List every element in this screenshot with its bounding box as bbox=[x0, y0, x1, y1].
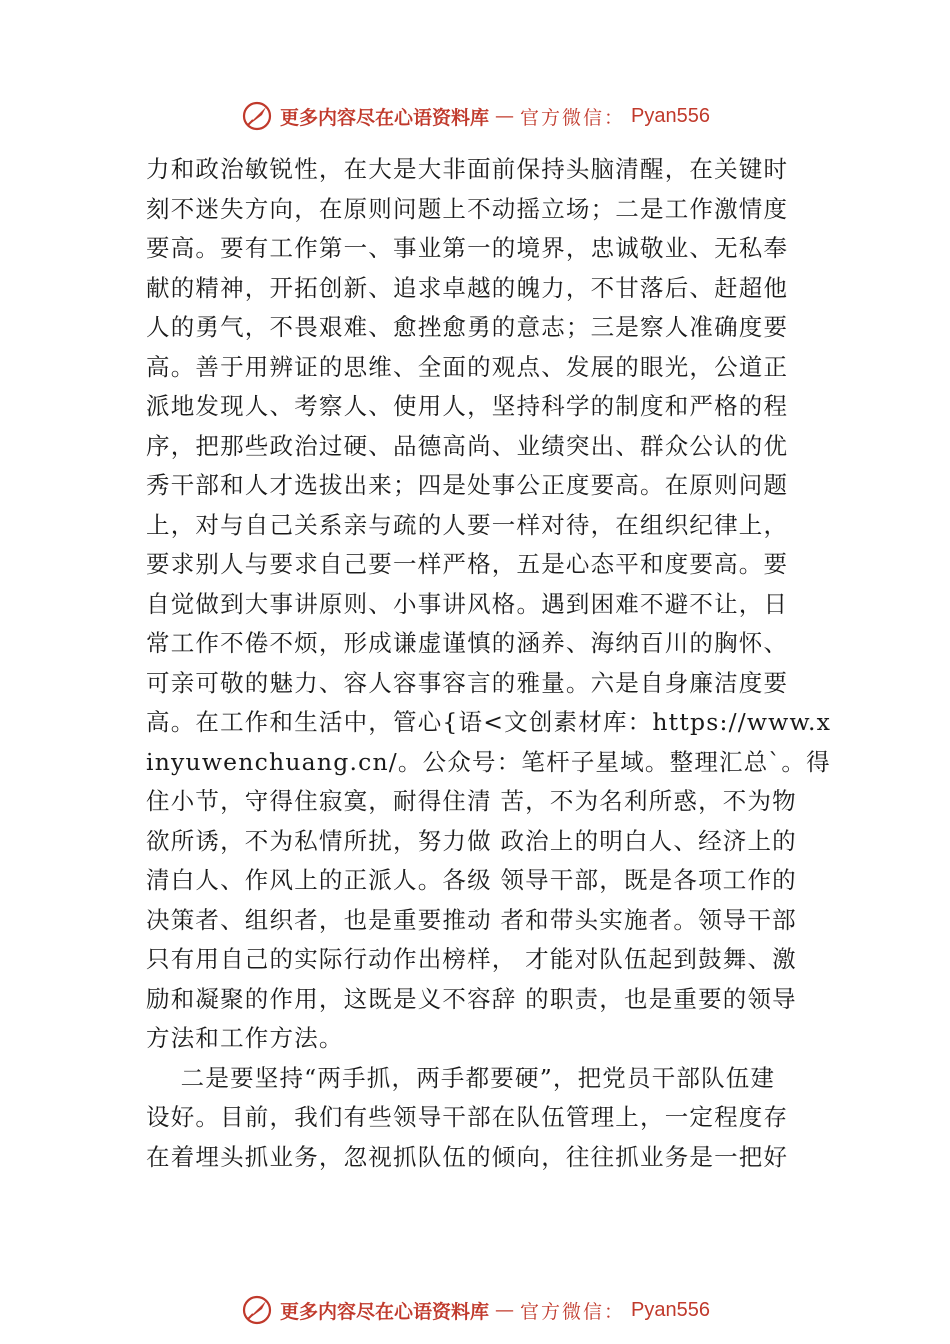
watermark-separator: — bbox=[495, 1299, 515, 1321]
text-line: 设好。目前，我们有些领导干部在队伍管理上，一定程度存 bbox=[146, 1103, 789, 1131]
document-body bbox=[146, 150, 832, 1177]
watermark-handle: Pyan556 bbox=[631, 1298, 710, 1321]
text-line: 欲所诱，不为私情所扰，努力做 政治上的明白人、经济上的 bbox=[146, 826, 797, 855]
text-line: 力和政治敏锐性，在大是大非面前保持头脑清醒，在关键时 bbox=[146, 155, 789, 183]
text-line: 自觉做到大事讲原则、小事讲风格。遇到困难不避不让，日 bbox=[146, 589, 789, 618]
text-line: 高。善于用辨证的思维、全面的观点、发展的眼光，公道正 bbox=[146, 352, 789, 381]
text-line: 秀干部和人才选拔出来；四是处事公正度要高。在原则问题 bbox=[146, 471, 789, 499]
text-line: 清白人、作风上的正派人。各级 领导干部，既是各项工作的 bbox=[146, 866, 797, 894]
text-line: 要高。要有工作第一、事业第一的境界，忠诚敬业、无私奉 bbox=[146, 234, 789, 262]
watermark-separator: — bbox=[495, 105, 515, 127]
watermark-brand: 更多内容尽在心语资料库 bbox=[280, 106, 490, 129]
watermark-handle: Pyan556 bbox=[631, 104, 710, 127]
text-line: 高。在工作和生活中，管心{语<文创素材库：https://www.x bbox=[146, 708, 832, 736]
watermark-label: 官方微信： bbox=[520, 1300, 626, 1323]
text-line: 方法和工作方法。 bbox=[146, 1024, 344, 1052]
watermark-brand: 更多内容尽在心语资料库 bbox=[280, 1300, 490, 1323]
text-line: 可亲可敬的魅力、容人容事容言的雅量。六是自身廉洁度要 bbox=[146, 668, 789, 697]
text-line: inyuwenchuang.cn/。公众号：笔杆子星域。整理汇总`。得 bbox=[146, 747, 831, 776]
text-line: 在着埋头抓业务，忽视抓队伍的倾向，往往抓业务是一把好 bbox=[146, 1142, 789, 1171]
text-line: 常工作不倦不烦，形成谦虚谨慎的涵养、海纳百川的胸怀、 bbox=[146, 629, 789, 657]
text-line: 人的勇气，不畏艰难、愈挫愈勇的意志；三是察人准确度要 bbox=[146, 313, 789, 341]
text-line: 只有用自己的实际行动作出榜样， 才能对队伍起到鼓舞、激 bbox=[146, 945, 797, 973]
text-line: 序，把那些政治过硬、品德高尚、业绩突出、群众公认的优 bbox=[146, 431, 789, 460]
text-line: 二是要坚持“两手抓，两手都要硬”，把党员干部队伍建 bbox=[146, 1063, 776, 1092]
watermark-label: 官方微信： bbox=[520, 106, 626, 129]
text-line: 住小节，守得住寂寞，耐得住清 苦，不为名利所惑，不为物 bbox=[146, 787, 797, 815]
text-line: 要求别人与要求自己要一样严格，五是心态平和度要高。要 bbox=[146, 550, 789, 578]
text-line: 派地发现人、考察人、使用人，坚持科学的制度和严格的程 bbox=[146, 392, 789, 420]
text-line: 献的精神，开拓创新、追求卓越的魄力，不甘落后、赶超他 bbox=[146, 273, 789, 302]
text-line: 励和凝聚的作用，这既是义不容辞 的职责，也是重要的领导 bbox=[146, 984, 797, 1013]
quill-logo-icon bbox=[240, 99, 274, 133]
text-line: 上，对与自己关系亲与疏的人要一样对待，在组织纪律上， bbox=[146, 510, 789, 539]
footer-watermark bbox=[0, 1290, 950, 1330]
header-watermark bbox=[0, 96, 950, 136]
quill-logo-icon bbox=[240, 1293, 274, 1327]
text-line: 决策者、组织者，也是重要推动 者和带头实施者。领导干部 bbox=[146, 905, 797, 934]
text-line: 刻不迷失方向，在原则问题上不动摇立场；二是工作激情度 bbox=[146, 194, 789, 223]
